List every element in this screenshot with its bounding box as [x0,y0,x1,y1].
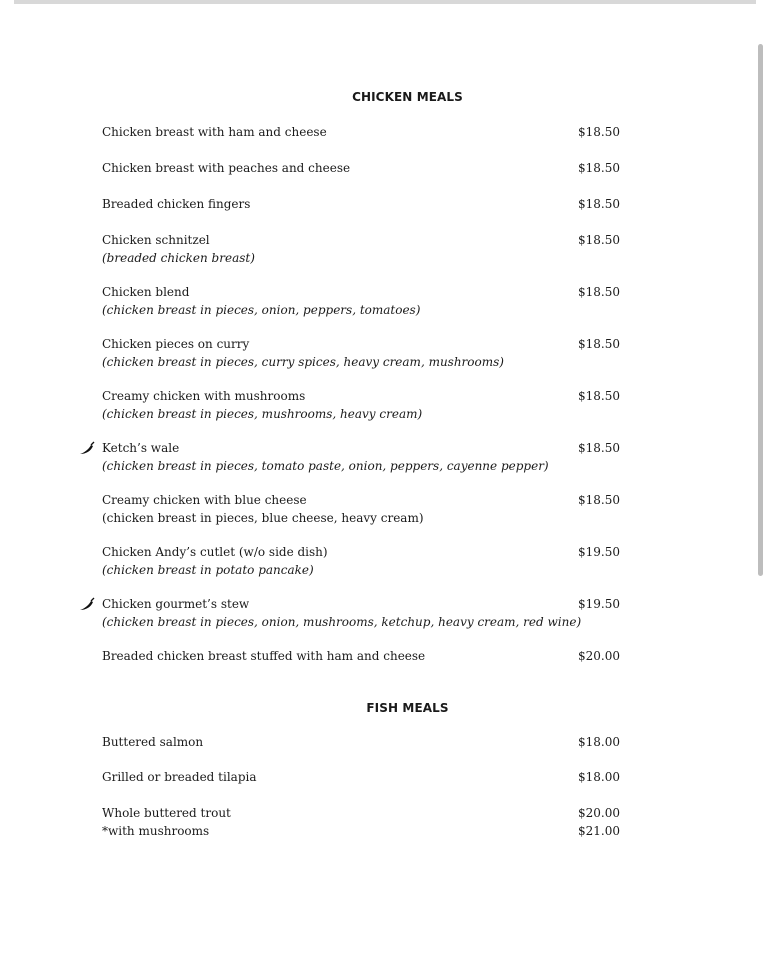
menu-item-name: Creamy chicken with blue cheese [102,493,307,507]
menu-item-option-price: $21.00 [578,824,620,838]
menu-item-price: $18.50 [578,161,620,175]
menu-item-price: $18.50 [578,233,620,247]
chili-pepper-icon [78,597,96,611]
menu-item-name: Chicken blend [102,285,190,299]
fish-meals-heading: FISH MEALS [366,701,449,715]
menu-item-description: (chicken breast in pieces, onion, mushrooms, ketchup, heavy cream, red wine) [102,615,582,629]
menu-item-price: $18.50 [578,441,620,455]
menu-item-name: Ketch’s wale [102,441,180,455]
menu-item-price: $18.50 [578,197,620,211]
menu-item-name: Buttered salmon [102,735,204,749]
menu-item-name: Breaded chicken fingers [102,197,251,211]
menu-item-description: (chicken breast in pieces, tomato paste, onion, peppers, cayenne pepper) [102,459,549,473]
menu-item-price: $18.50 [578,493,620,507]
menu-item-price: $18.00 [578,735,620,749]
menu-item-name: Whole buttered trout [102,806,231,820]
menu-item-price: $19.50 [578,545,620,559]
menu-item-name: Chicken breast with ham and cheese [102,125,327,139]
menu-item-name: Chicken schnitzel [102,233,210,247]
menu-item-name: Chicken gourmet’s stew [102,597,250,611]
menu-item-name: Chicken pieces on curry [102,337,250,351]
menu-item-name: Chicken Andy’s cutlet (w/o side dish) [102,545,328,559]
menu-item-price: $18.00 [578,770,620,784]
menu-item-price: $20.00 [578,649,620,663]
menu-item-price: $20.00 [578,806,620,820]
menu-item-price: $19.50 [578,597,620,611]
chili-pepper-icon [78,441,96,455]
menu-item-name: Grilled or breaded tilapia [102,770,257,784]
menu-item-description: (chicken breast in pieces, curry spices, heavy cream, mushrooms) [102,355,504,369]
menu-item-description: (chicken breast in potato pancake) [102,563,314,577]
menu-item-description: (chicken breast in pieces, blue cheese, heavy cream) [102,511,424,525]
menu-item-price: $18.50 [578,285,620,299]
menu-item-price: $18.50 [578,337,620,351]
menu-item-description: (chicken breast in pieces, onion, peppers, tomatoes) [102,303,421,317]
menu-item-option: *with mushrooms [102,824,210,838]
menu-item-price: $18.50 [578,389,620,403]
menu-item-name: Breaded chicken breast stuffed with ham and cheese [102,649,426,663]
menu-item-name: Chicken breast with peaches and cheese [102,161,351,175]
menu-item-name: Creamy chicken with mushrooms [102,389,306,403]
menu-item-price: $18.50 [578,125,620,139]
menu-item-description: (chicken breast in pieces, mushrooms, heavy cream) [102,407,423,421]
menu-item-description: (breaded chicken breast) [102,251,255,265]
chicken-meals-heading: CHICKEN MEALS [352,90,463,104]
